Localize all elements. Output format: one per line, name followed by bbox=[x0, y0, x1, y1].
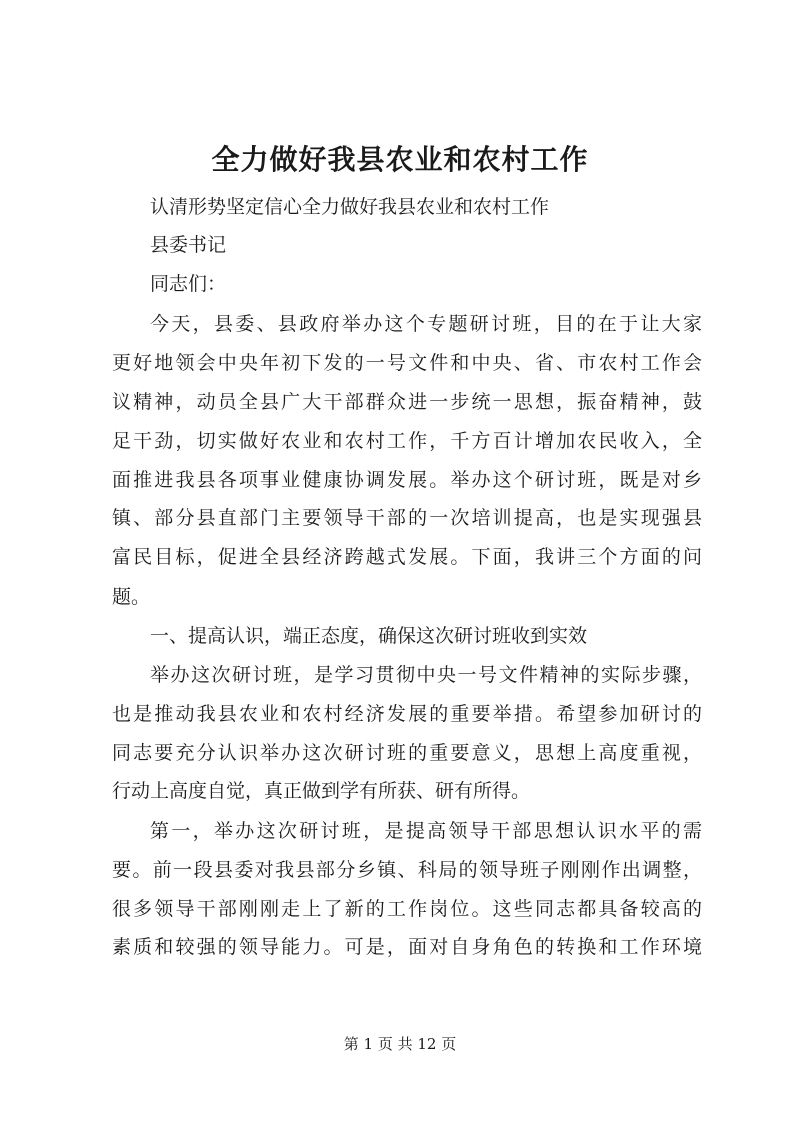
page-footer: 第 1 页 共 12 页 bbox=[343, 1035, 457, 1053]
paragraph-line: 举办这次研讨班，是学习贯彻中央一号文件精神的实际步骤， bbox=[150, 664, 702, 686]
subtitle: 认清形势坚定信心全力做好我县农业和农村工作 bbox=[150, 196, 550, 218]
paragraph-line: 镇、部分县直部门主要领导干部的一次培训提高，也是实现强县 bbox=[112, 507, 702, 529]
paragraph-line: 同志要充分认识举办这次研讨班的重要意义，思想上高度重视， bbox=[112, 742, 702, 764]
paragraph-line: 面推进我县各项事业健康协调发展。举办这个研讨班，既是对乡 bbox=[112, 469, 702, 491]
paragraph-line: 富民目标，促进全县经济跨越式发展。下面，我讲三个方面的问 bbox=[112, 546, 702, 568]
paragraph-line: 很多领导干部刚刚走上了新的工作岗位。这些同志都具备较高的 bbox=[112, 898, 702, 920]
paragraph-line: 第一，举办这次研讨班，是提高领导干部思想认识水平的需 bbox=[150, 820, 702, 842]
paragraph-line: 行动上高度自觉，真正做到学有所获、研有所得。 bbox=[112, 780, 531, 802]
paragraph-line: 今天，县委、县政府举办这个专题研讨班，目的在于让大家 bbox=[150, 313, 702, 335]
section-heading: 一、提高认识，端正态度，确保这次研讨班收到实效 bbox=[150, 625, 588, 647]
paragraph-line: 更好地领会中央年初下发的一号文件和中央、省、市农村工作会 bbox=[112, 352, 702, 374]
salutation: 同志们： bbox=[150, 273, 227, 295]
paragraph-line: 也是推动我县农业和农村经济发展的重要举措。希望参加研讨的 bbox=[112, 703, 702, 725]
document-title: 全力做好我县农业和农村工作 bbox=[211, 143, 589, 176]
paragraph-line: 足干劲，切实做好农业和农村工作，千方百计增加农民收入，全 bbox=[112, 430, 702, 452]
paragraph-line: 素质和较强的领导能力。可是，面对自身角色的转换和工作环境 bbox=[112, 936, 702, 958]
paragraph-line: 要。前一段县委对我县部分乡镇、科局的领导班子刚刚作出调整， bbox=[112, 859, 702, 881]
paragraph-line: 题。 bbox=[112, 586, 151, 608]
author-line: 县委书记 bbox=[150, 234, 227, 256]
paragraph-line: 议精神，动员全县广大干部群众进一步统一思想，振奋精神，鼓 bbox=[112, 391, 702, 413]
